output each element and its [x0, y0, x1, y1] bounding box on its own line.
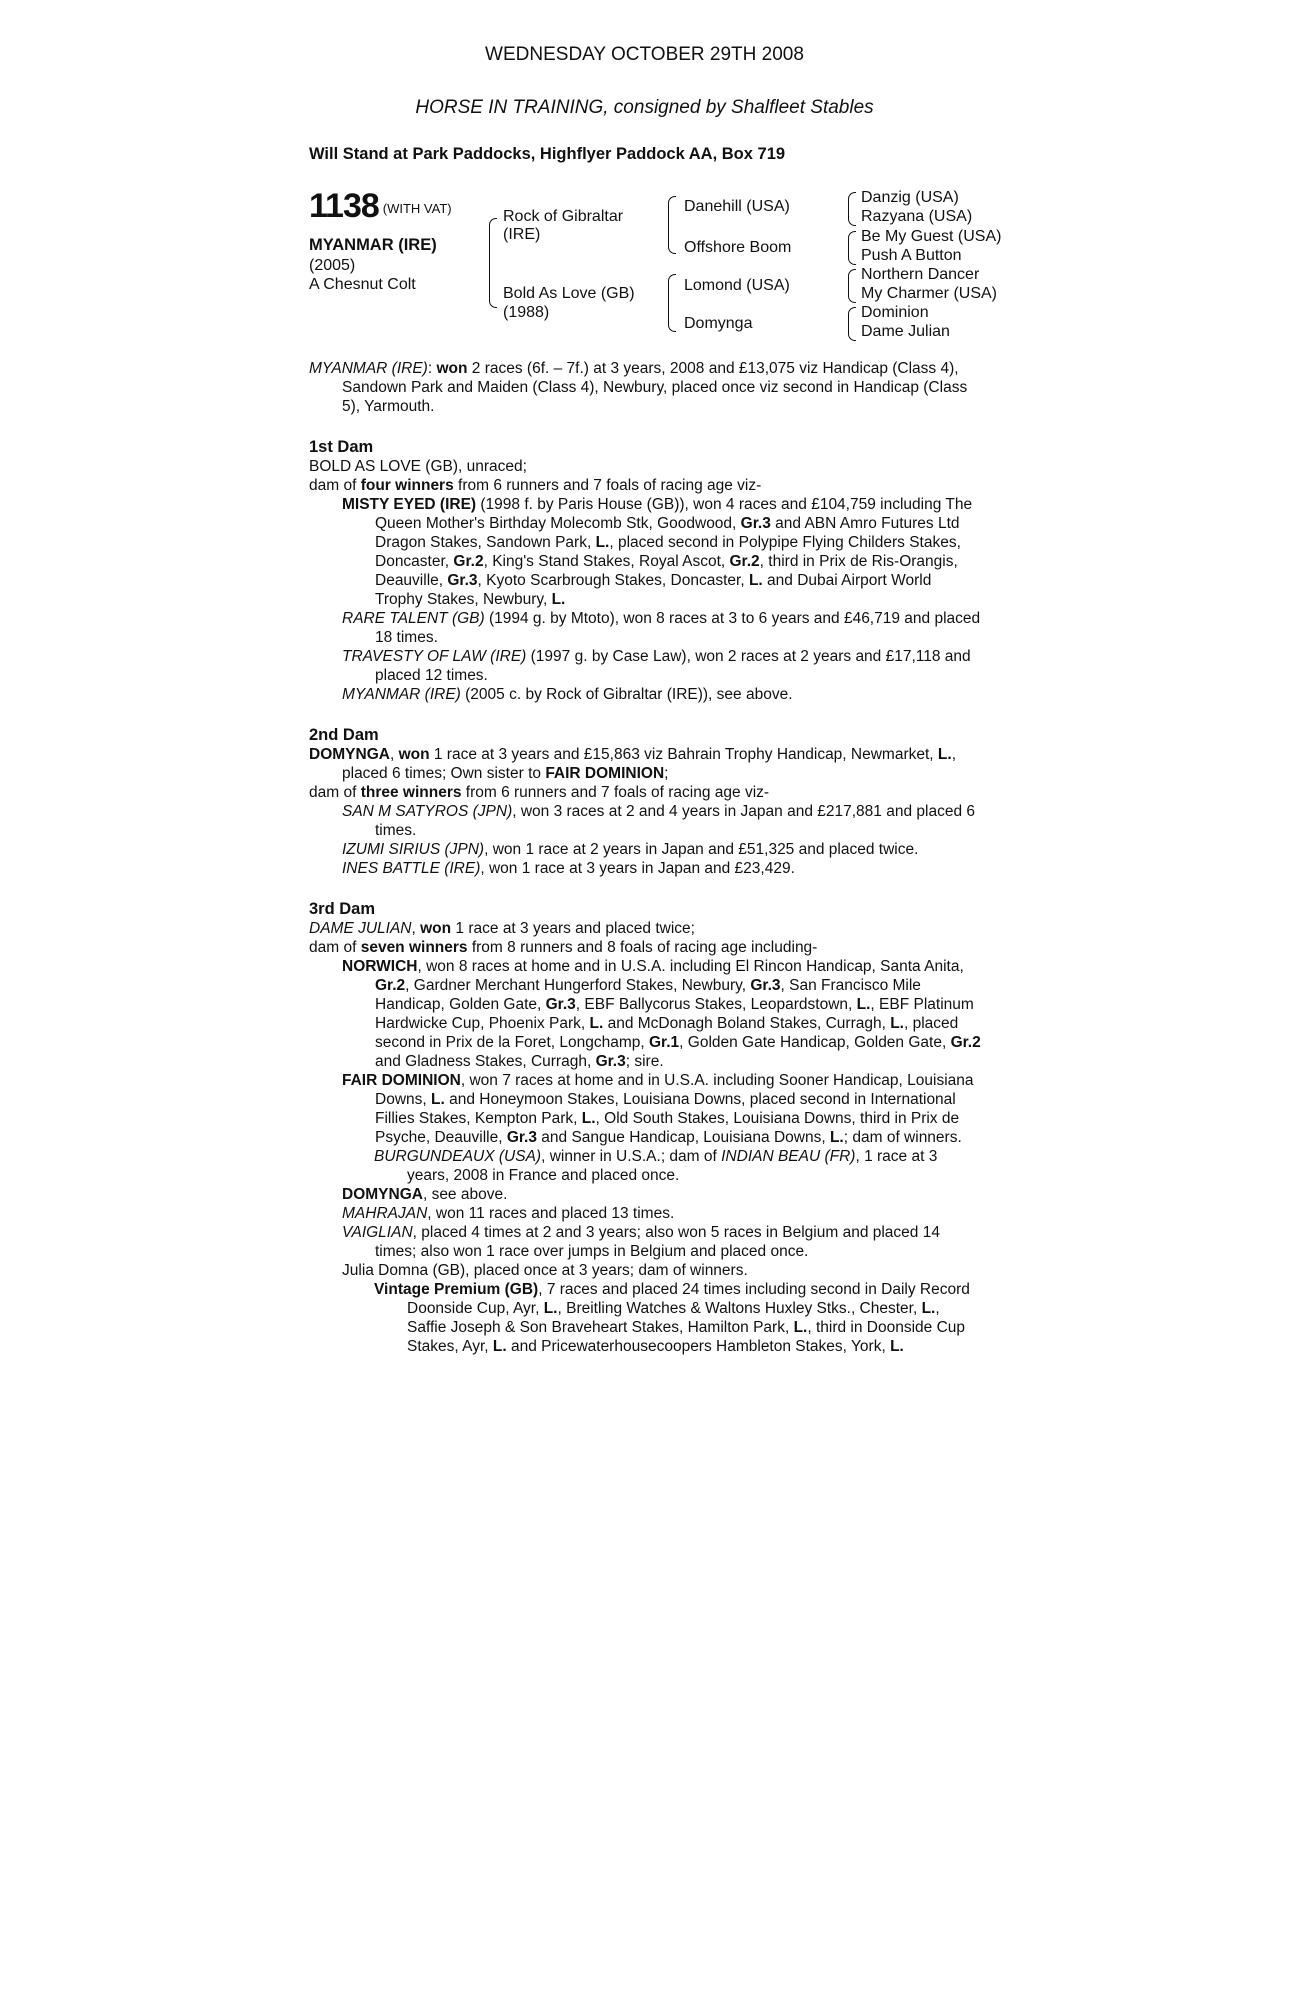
- second-dam-heading: 2nd Dam: [309, 726, 379, 744]
- pedigree-brace: [668, 196, 676, 254]
- produce-entry: NORWICH, won 8 races at home and in U.S.A. including El Rincon Handicap, Santa Anita, Gr.2, Gardner Merchant Hungerford Stakes, Newbury, Gr.3, San Francisco Mile Handicap, Golden Gate, Gr.3, EBF Ballycorus Stakes, Leopardstown, L., EBF Platinum Hardwicke Cup, Phoenix Park, L. and McDonagh Boland Stakes, Curragh, L., placed second in Prix de la Foret, Longchamp, Gr.1, Golden Gate Handicap, Golden Gate, Gr.2 and Gladness Stakes, Curragh, Gr.3; sire.: [342, 958, 981, 1070]
- lot-heading: [309, 187, 452, 226]
- produce-entry: MISTY EYED (IRE) (1998 f. by Paris House (GB)), won 4 races and £104,759 including The Queen Mother's Birthday Molecomb Stk, Goodwood, Gr.3 and ABN Amro Futures Ltd Dragon Stakes, Sandown Park, L., placed second in Polypipe Flying Childers Stakes, Doncaster, Gr.2, King's Stand Stakes, Royal Ascot, Gr.2, third in Prix de Ris-Orangis, Deauville, Gr.3, Kyoto Scarbrough Stakes, Doncaster, L. and Dubai Airport World Trophy Stakes, Newbury, L.: [342, 496, 973, 608]
- produce-entry: SAN M SATYROS (JPN), won 3 races at 2 and 4 years in Japan and £217,881 and placed 6 times.: [342, 803, 975, 839]
- consignment-line: HORSE IN TRAINING, consigned by Shalfleet Stables: [415, 97, 874, 118]
- sale-date: WEDNESDAY OCTOBER 29TH 2008: [485, 44, 804, 65]
- dam-dam: Domynga: [684, 315, 753, 332]
- horse-year: (2005): [309, 257, 356, 274]
- ss-sire: Danzig (USA): [861, 189, 959, 206]
- ss-dam: Razyana (USA): [861, 208, 973, 225]
- race-record-text: MYANMAR (IRE): won 2 races (6f. – 7f.) at 3 years, 2008 and £13,075 viz Handicap (Class 4), Sandown Park and Maiden (Class 4), Newbury, placed once viz second in Handicap (Class 5), Yarmouth.: [309, 360, 968, 415]
- produce-entry: INES BATTLE (IRE), won 1 race at 3 years in Japan and £23,429.: [342, 860, 795, 877]
- dam-year: (1988): [503, 304, 550, 321]
- produce-entry: IZUMI SIRIUS (JPN), won 1 race at 2 years in Japan and £51,325 and placed twice.: [342, 841, 919, 858]
- sd-dam: Push A Button: [861, 247, 962, 264]
- produce-entry: MYANMAR (IRE) (2005 c. by Rock of Gibraltar (IRE)), see above.: [342, 686, 793, 703]
- pedigree-brace: [848, 269, 856, 303]
- third-dam-produce: dam of seven winners from 8 runners and 8 foals of racing age including-: [309, 939, 818, 956]
- first-dam-heading: 1st Dam: [309, 438, 374, 456]
- dd-sire: Dominion: [861, 304, 929, 321]
- sire-sire: Danehill (USA): [684, 198, 790, 215]
- produce-entry: Julia Domna (GB), placed once at 3 years; dam of winners.: [342, 1262, 748, 1279]
- dam-sire: Lomond (USA): [684, 277, 790, 294]
- sire-country: (IRE): [503, 226, 541, 243]
- produce-entry: FAIR DOMINION, won 7 races at home and in U.S.A. including Sooner Handicap, Louisiana Downs, L. and Honeymoon Stakes, Louisiana Downs, placed second in International Fillies Stakes, Kempton Park, L., Old South Stakes, Louisiana Downs, third in Prix de Psyche, Deauville, Gr.3 and Sangue Handicap, Louisiana Downs, L.; dam of winners.: [342, 1072, 974, 1146]
- ds-dam: My Charmer (USA): [861, 285, 998, 302]
- produce-entry: MAHRAJAN, won 11 races and placed 13 times.: [342, 1205, 675, 1222]
- dam-name: Bold As Love (GB): [503, 285, 635, 302]
- horse-name: MYANMAR (IRE): [309, 236, 437, 254]
- lot-number: 1138: [309, 187, 379, 225]
- sd-sire: Be My Guest (USA): [861, 228, 1002, 245]
- second-dam-record: DOMYNGA, won 1 race at 3 years and £15,863 viz Bahrain Trophy Handicap, Newmarket, L., placed 6 times; Own sister to FAIR DOMINION;: [309, 746, 957, 782]
- pedigree-brace: [489, 218, 497, 308]
- stand-location: Will Stand at Park Paddocks, Highflyer Paddock AA, Box 719: [309, 145, 786, 163]
- produce-entry: RARE TALENT (GB) (1994 g. by Mtoto), won 8 races at 3 to 6 years and £46,719 and placed 18 times.: [342, 610, 981, 646]
- vat-note: (WITH VAT): [382, 201, 452, 216]
- produce-entry: BURGUNDEAUX (USA), winner in U.S.A.; dam of INDIAN BEAU (FR), 1 race at 3 years, 2008 in France and placed once.: [374, 1148, 938, 1184]
- pedigree-brace: [848, 307, 856, 341]
- horse-description: A Chesnut Colt: [309, 276, 416, 293]
- sire-dam: Offshore Boom: [684, 239, 792, 256]
- first-dam-produce: dam of four winners from 6 runners and 7 foals of racing age viz-: [309, 477, 762, 494]
- sire-name: Rock of Gibraltar: [503, 208, 624, 225]
- produce-entry: VAIGLIAN, placed 4 times at 2 and 3 years; also won 5 races in Belgium and placed 14 times; also won 1 race over jumps in Belgium and placed once.: [342, 1224, 940, 1260]
- produce-entry: DOMYNGA, see above.: [342, 1186, 508, 1203]
- produce-entry: TRAVESTY OF LAW (IRE) (1997 g. by Case Law), won 2 races at 2 years and £17,118 and placed 12 times.: [342, 648, 971, 684]
- produce-entry: Vintage Premium (GB), 7 races and placed 24 times including second in Daily Record Doonside Cup, Ayr, L., Breitling Watches & Waltons Huxley Stks., Chester, L., Saffie Joseph & Son Braveheart Stakes, Hamilton Park, L., third in Doonside Cup Stakes, Ayr, L. and Pricewaterhousecoopers Hambleton Stakes, York, L.: [374, 1281, 970, 1355]
- third-dam-heading: 3rd Dam: [309, 900, 376, 918]
- race-record: [309, 359, 981, 1356]
- first-dam-line: BOLD AS LOVE (GB), unraced;: [309, 458, 527, 475]
- pedigree-brace: [668, 274, 676, 332]
- dd-dam: Dame Julian: [861, 323, 950, 340]
- second-dam-produce: dam of three winners from 6 runners and 7 foals of racing age viz-: [309, 784, 770, 801]
- ds-sire: Northern Dancer: [861, 266, 980, 283]
- pedigree-brace: [848, 192, 856, 226]
- pedigree-brace: [848, 231, 856, 265]
- third-dam-record: DAME JULIAN, won 1 race at 3 years and placed twice;: [309, 920, 695, 937]
